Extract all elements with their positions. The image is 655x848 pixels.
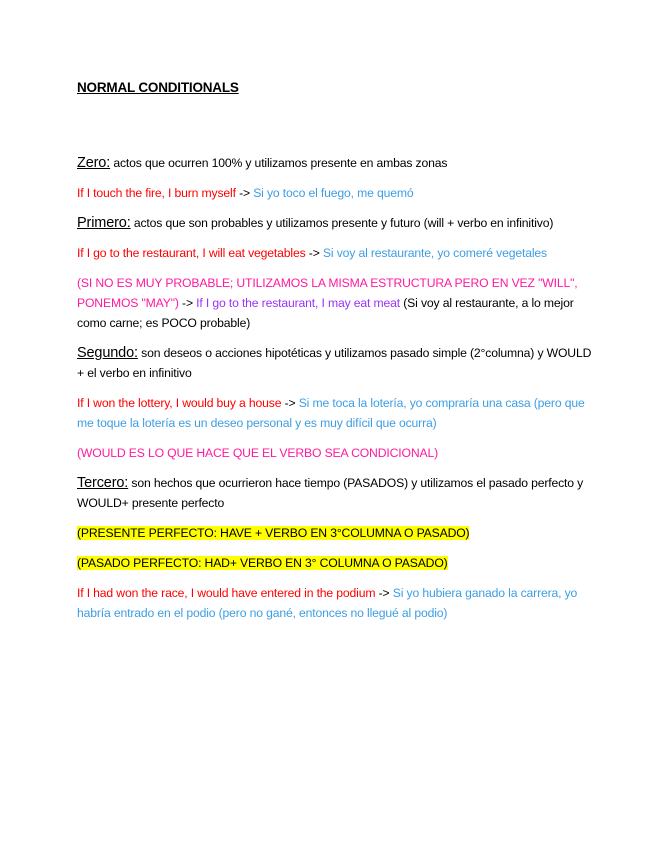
segundo-example (77, 393, 595, 433)
tercero-definition (77, 473, 595, 513)
primero-example-spanish: Si voy al restaurante, yo comeré vegetales (322, 246, 547, 260)
tercero-example (77, 583, 595, 623)
segundo-note (77, 443, 595, 463)
zero-example (77, 183, 595, 203)
tercero-heading: Tercero: (77, 475, 129, 491)
tercero-highlight-present-perfect (77, 523, 595, 543)
primero-note-arrow: -> (178, 296, 197, 310)
primero-note-text: (SI NO ES MUY PROBABLE; UTILIZAMOS LA MISMA ESTRUCTURA PERO EN VEZ "WILL", PONEMOS "MAY") (77, 276, 578, 310)
tercero-example-english: If I had won the race, I would have entered in the podium (77, 586, 376, 600)
tercero-arrow: -> (375, 586, 393, 600)
segundo-heading: Segundo: (77, 345, 138, 361)
primero-heading: Primero: (77, 215, 131, 231)
segundo-arrow: -> (281, 396, 299, 410)
present-perfect-highlight: (PRESENTE PERFECTO: HAVE + VERBO EN 3°COLUMNA O PASADO) (77, 526, 470, 540)
zero-definition (77, 153, 595, 173)
zero-example-spanish: Si yo toco el fuego, me quemó (253, 186, 414, 200)
segundo-definition (77, 343, 595, 383)
primero-description: actos que son probables y utilizamos presente y futuro (will + verbo en infinitivo) (130, 216, 554, 230)
primero-example (77, 243, 595, 263)
primero-note (77, 273, 595, 333)
tercero-example-spanish: Si yo hubiera ganado la carrera, yo habría entrado en el podio (pero no gané, entonces no llegué al podio) (77, 586, 578, 620)
segundo-description: son deseos o acciones hipotéticas y utilizamos pasado simple (2°columna) y WOULD + el verbo en infinitivo (77, 346, 592, 380)
zero-arrow: -> (235, 186, 254, 200)
zero-heading: Zero: (77, 155, 111, 171)
tercero-description: son hechos que ocurrieron hace tiempo (PASADOS) y utilizamos el pasado perfecto y WOULD+ presente perfecto (77, 476, 584, 510)
primero-definition (77, 213, 595, 233)
segundo-example-english: If I won the lottery, I would buy a house (77, 396, 282, 410)
segundo-note-text: (WOULD ES LO QUE HACE QUE EL VERBO SEA CONDICIONAL) (77, 446, 438, 460)
primero-note-example-spanish: (Si voy al restaurante, a lo mejor como carne; es POCO probable) (77, 296, 574, 330)
tercero-highlight-past-perfect (77, 553, 595, 573)
zero-description: actos que ocurren 100% y utilizamos presente en ambas zonas (110, 156, 448, 170)
past-perfect-highlight: (PASADO PERFECTO: HAD+ VERBO EN 3° COLUMNA O PASADO) (77, 556, 448, 570)
primero-arrow: -> (305, 246, 323, 260)
zero-example-english: If I touch the fire, I burn myself (77, 186, 236, 200)
segundo-example-spanish: Si me toca la lotería, yo compraría una casa (pero que me toque la lotería es un deseo personal y es muy difícil que ocurra) (77, 396, 585, 430)
document-title: NORMAL CONDITIONALS (77, 80, 239, 95)
primero-example-english: If I go to the restaurant, I will eat vegetables (77, 246, 306, 260)
primero-note-example-english: If I go to the restaurant, I may eat meat (196, 296, 401, 310)
